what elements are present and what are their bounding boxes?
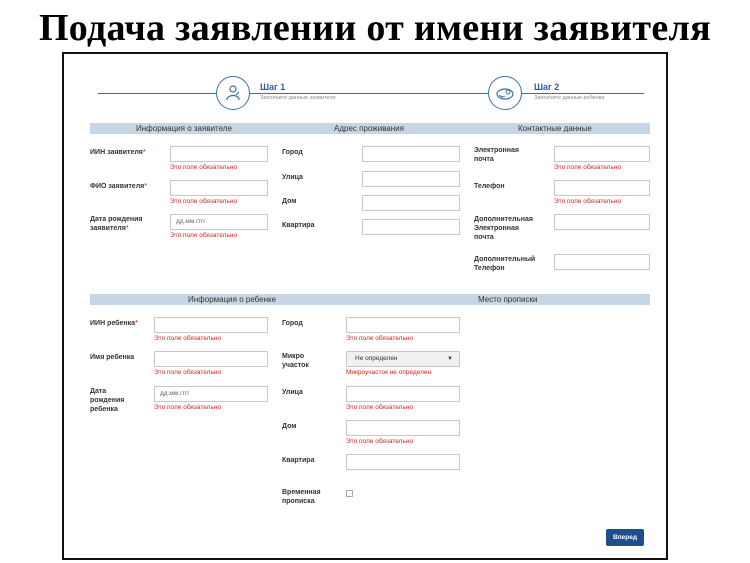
applicant-birth-input[interactable]: дд.мм.гггг (170, 214, 268, 230)
address-city-label: Город (282, 149, 303, 156)
micro-district-select[interactable] (346, 351, 460, 367)
step-2-title[interactable]: Шаг 2 (534, 82, 560, 92)
address-apartment-input[interactable] (362, 219, 460, 235)
applicant-iin-label: ИИН заявителя* (90, 149, 146, 156)
temp-registration-checkbox[interactable] (346, 490, 353, 497)
next-button[interactable]: Вперед (606, 529, 644, 546)
child-name-input[interactable] (154, 351, 268, 367)
address-street-input[interactable] (362, 171, 460, 187)
step-2-subtitle: Заполните данные ребенка (534, 95, 605, 101)
reg-city-input[interactable] (346, 317, 460, 333)
reg-micro-label: Микро участок (282, 353, 309, 369)
application-form (64, 54, 666, 558)
child-iin-label: ИИН ребенка* (90, 320, 138, 327)
child-birth-input[interactable]: дд.мм.гггг (154, 386, 268, 402)
child-birth-label: Дата рождения ребенка (90, 388, 125, 413)
reg-city-error: Это поле обязательно (346, 335, 414, 342)
slide-title: Подача заявлении от имени заявителя (38, 7, 712, 49)
extra-phone-label: Дополнительный Телефон (474, 256, 536, 272)
address-street-label: Улица (282, 174, 303, 181)
header-residence-address: Адрес проживания (334, 124, 404, 133)
reg-city-label: Город (282, 320, 303, 327)
address-house-label: Дом (282, 198, 297, 205)
applicant-birth-error: Это поле обязательно (170, 232, 238, 239)
extra-email-label: Дополнительная Электронная почта (474, 216, 533, 241)
step-1-circle[interactable] (216, 76, 250, 110)
address-city-input[interactable] (362, 146, 460, 162)
reg-street-label: Улица (282, 389, 303, 396)
step-1-title[interactable]: Шаг 1 (260, 82, 286, 92)
header-applicant-info: Информация о заявителе (136, 124, 232, 133)
header-child-info: Информация о ребенке (188, 295, 277, 304)
reg-house-label: Дом (282, 423, 297, 430)
applicant-fio-label: ФИО заявителя* (90, 183, 147, 190)
applicant-iin-error: Это поле обязательно (170, 164, 238, 171)
email-input[interactable] (554, 146, 650, 162)
section-header-bar (90, 294, 650, 305)
extra-email-input[interactable] (554, 214, 650, 230)
step-2-circle[interactable] (488, 76, 522, 110)
email-label: Электронная почта (474, 147, 519, 163)
stepper-line (250, 93, 488, 94)
phone-input[interactable] (554, 180, 650, 196)
child-iin-input[interactable] (154, 317, 268, 333)
child-iin-error: Это поле обязательно (154, 335, 222, 342)
stepper-line (98, 93, 216, 94)
phone-error: Это поле обязательно (554, 198, 622, 205)
email-error: Это поле обязательно (554, 164, 622, 171)
applicant-iin-input[interactable] (170, 146, 268, 162)
chevron-down-icon: ▼ (447, 356, 453, 362)
micro-district-value: Не определен (355, 355, 398, 362)
form-screenshot-frame (62, 52, 668, 560)
child-birth-error: Это поле обязательно (154, 404, 222, 411)
applicant-birth-label: Дата рождения заявителя* (90, 216, 143, 232)
header-contact-data: Контактные данные (518, 124, 592, 133)
reg-street-error: Это поле обязательно (346, 404, 414, 411)
reg-apartment-input[interactable] (346, 454, 460, 470)
temp-registration-label: Временная прописка (282, 489, 321, 505)
child-name-label: Имя ребенка (90, 354, 135, 361)
applicant-fio-input[interactable] (170, 180, 268, 196)
reg-apartment-label: Квартира (282, 457, 315, 464)
micro-district-error: Микроучасток не определен (346, 369, 432, 376)
reg-house-error: Это поле обязательно (346, 438, 414, 445)
applicant-fio-error: Это поле обязательно (170, 198, 238, 205)
address-apartment-label: Квартира (282, 222, 315, 229)
phone-label: Телефон (474, 183, 505, 190)
person-icon (223, 83, 243, 103)
extra-phone-input[interactable] (554, 254, 650, 270)
section-header-bar (90, 123, 650, 134)
step-1-subtitle: Заполните данные заявителя (260, 95, 336, 101)
child-name-error: Это поле обязательно (154, 369, 222, 376)
stepper-line (522, 93, 644, 94)
address-house-input[interactable] (362, 195, 460, 211)
header-registration-place: Место прописки (478, 295, 538, 304)
baby-icon (494, 83, 516, 103)
reg-street-input[interactable] (346, 386, 460, 402)
reg-house-input[interactable] (346, 420, 460, 436)
